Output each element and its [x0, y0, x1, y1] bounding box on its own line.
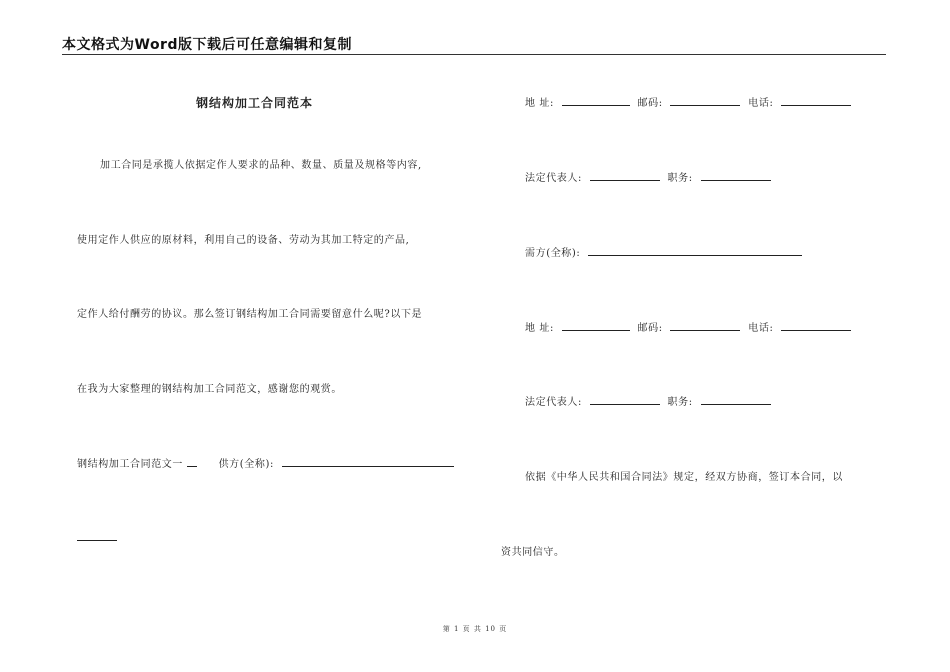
supplier-blank-continuation	[77, 530, 117, 541]
phone-blank-2	[781, 320, 851, 331]
postcode-label-2: 邮码:	[637, 323, 663, 334]
legal-rep-blank-2	[590, 394, 660, 405]
paragraph-line-2: 使用定作人供应的原材料，利用自己的设备、劳动为其加工特定的产品,	[77, 235, 410, 246]
buyer-blank	[588, 245, 802, 256]
paragraph-line-4: 在我为大家整理的钢结构加工合同范文，感谢您的观赏。	[77, 384, 342, 395]
buyer-label: 需方(全称):	[525, 248, 581, 259]
postcode-blank-2	[670, 320, 740, 331]
phone-label: 电话:	[748, 98, 774, 109]
sample-label: 钢结构加工合同范文一	[77, 459, 183, 470]
phone-label-2: 电话:	[748, 323, 774, 334]
buyer-legal-rep-line	[525, 393, 775, 408]
position-blank-2	[701, 394, 771, 405]
supplier-blank	[282, 456, 454, 467]
legal-rep-blank	[590, 170, 660, 181]
paragraph-line-3: 定作人给付酬劳的协议。那么签订钢结构加工合同需要留意什么呢?以下是	[77, 309, 423, 320]
page-number: 第 1 页 共 10 页	[442, 625, 508, 633]
page-header	[62, 34, 886, 55]
supplier-label: 供方(全称):	[218, 459, 274, 470]
document-title: 钢结构加工合同范本	[196, 96, 314, 110]
paragraph-line-1: 加工合同是承揽人依据定作人要求的品种、数量、质量及规格等内容,	[100, 160, 422, 171]
position-label: 职务:	[667, 173, 693, 184]
supplier-line	[77, 455, 458, 470]
legal-rep-label-2: 法定代表人:	[525, 397, 582, 408]
postcode-blank	[670, 95, 740, 106]
supplier-legal-rep-line	[525, 169, 775, 184]
postcode-label: 邮码:	[637, 98, 663, 109]
address-blank	[562, 95, 630, 106]
sample-dash	[187, 456, 197, 467]
phone-blank	[781, 95, 851, 106]
basis-line-1: 依据《中华人民共和国合同法》规定，经双方协商，签订本合同，以	[525, 472, 843, 483]
address-label-2: 地 址:	[525, 323, 554, 334]
address-blank-2	[562, 320, 630, 331]
legal-rep-label: 法定代表人:	[525, 173, 582, 184]
header-text: 本文格式为Word版下载后可任意编辑和复制	[62, 37, 352, 53]
position-blank	[701, 170, 771, 181]
supplier-continuation-line	[77, 530, 117, 544]
address-label: 地 址:	[525, 98, 554, 109]
supplier-address-line	[525, 94, 855, 109]
buyer-line	[525, 244, 806, 259]
position-label-2: 职务:	[667, 397, 693, 408]
basis-line-2: 资共同信守。	[501, 547, 565, 558]
buyer-address-line	[525, 319, 855, 334]
